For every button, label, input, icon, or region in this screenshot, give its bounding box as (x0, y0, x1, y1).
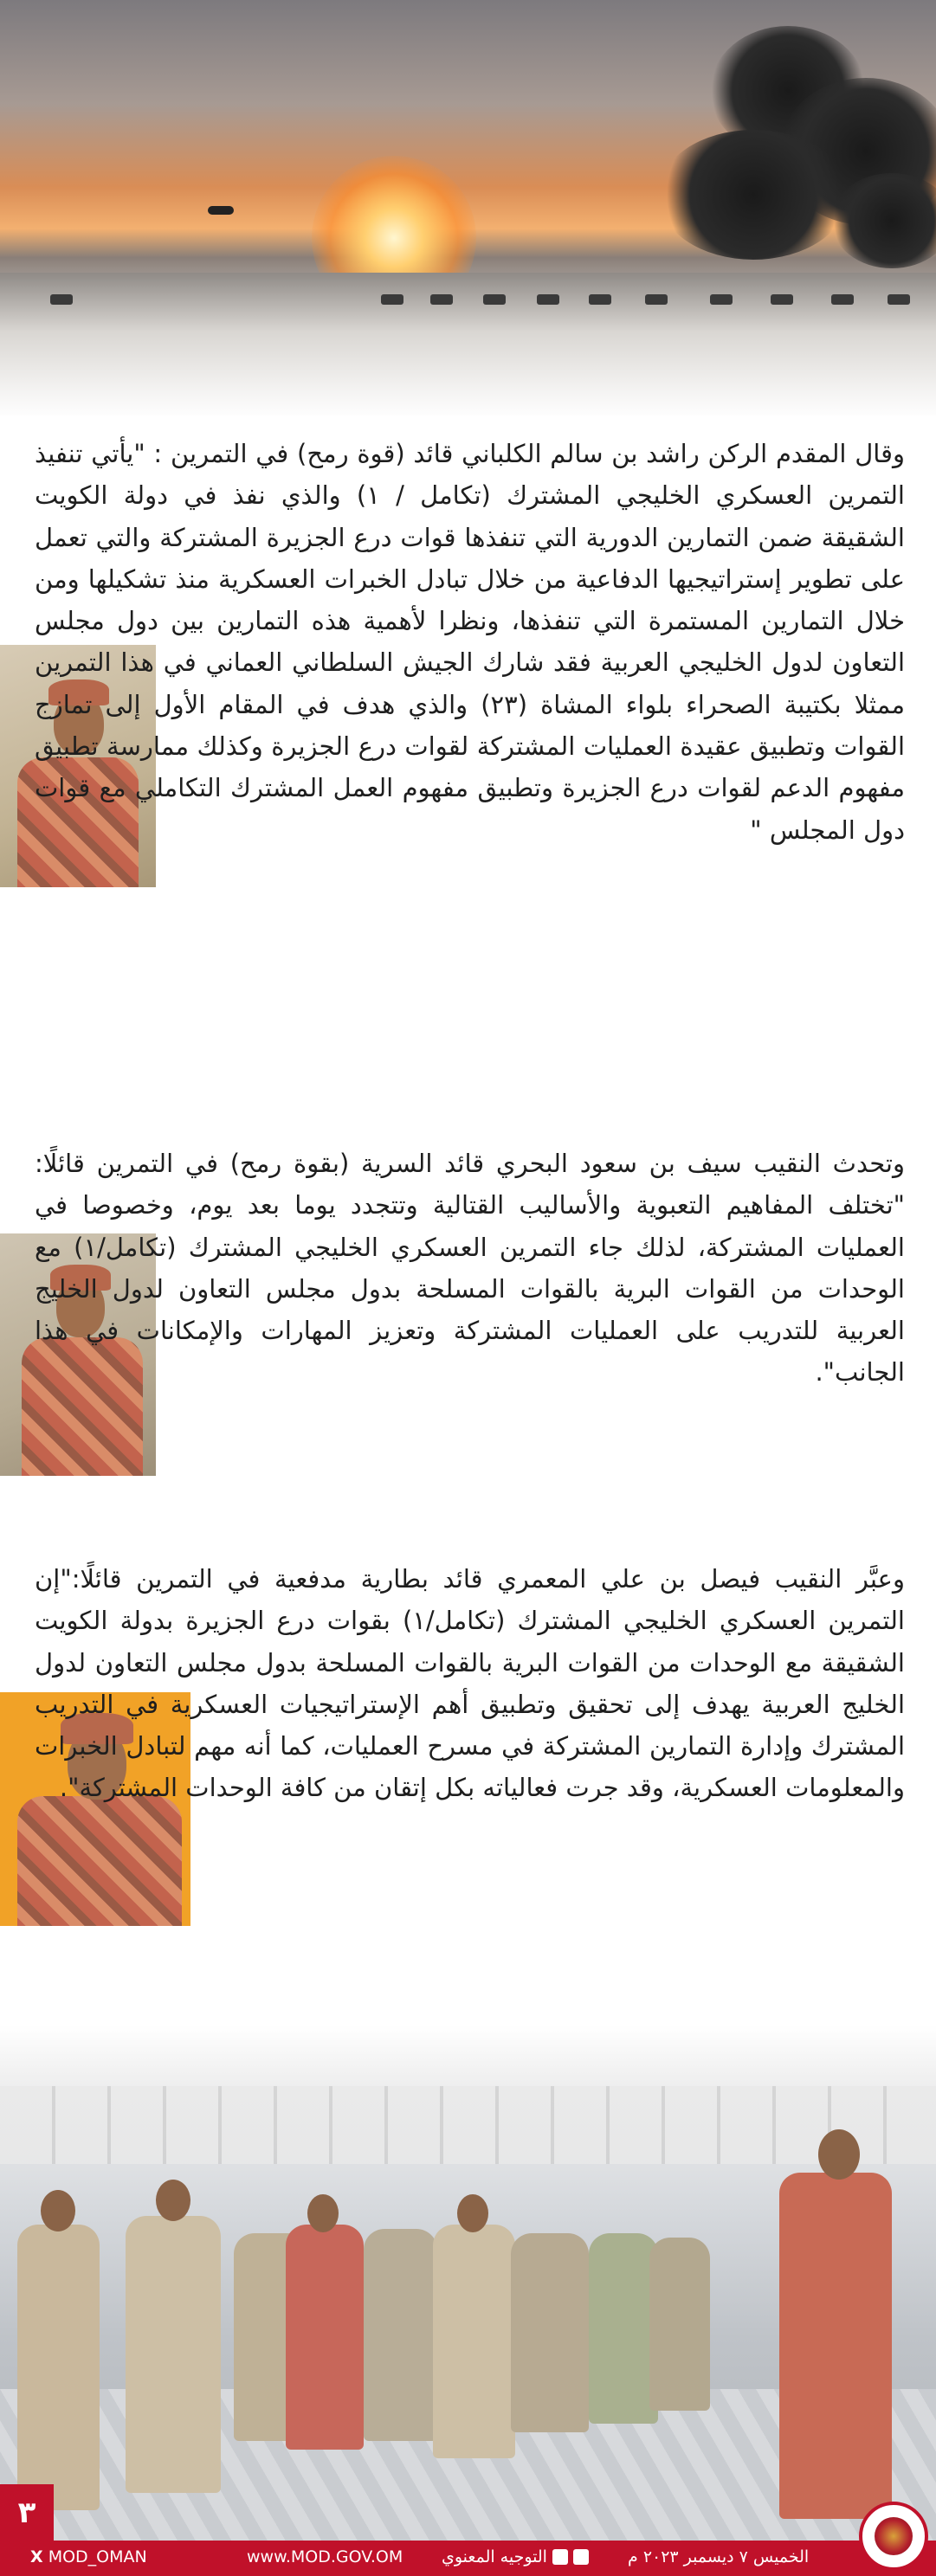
article-paragraph: وعبَّر النقيب فيصل بن علي المعمري قائد بطارية مدفعية في التمرين قائلًا:"إن التمرين العسكري الخليجي المشترك (تكامل/١) بقوات درع الجزيرة بدولة الكويت الشقيقة مع الوحدات من القوات البرية بالقوات المسلحة بدول مجلس التعاون لدول الخليج العربية يهدف إلى تحقيق وتطبيق أهم الإستراتيجيات العسكرية في التدريب المشترك وإدارة التمارين المشتركة في مسرح العمليات، كما أنه مهم لتبادل الخبرات والمعلومات العسكرية، وقد جرت فعالياته بكل إتقان من كافة الوحدات المشتركة". (35, 1564, 905, 1803)
dept-label (442, 2547, 589, 2566)
head (457, 2194, 488, 2232)
social-handle-text: MOD_OMAN (48, 2547, 147, 2566)
vehicle (888, 294, 910, 305)
ceiling (0, 2086, 936, 2164)
soldier (589, 2233, 658, 2424)
hero-photo (0, 0, 936, 415)
helicopter (208, 206, 234, 215)
vehicle (50, 294, 73, 305)
head (818, 2129, 860, 2180)
group-photo (0, 2025, 936, 2545)
soldier (511, 2233, 589, 2432)
soldier (364, 2229, 437, 2441)
article-paragraph: وتحدث النقيب سيف بن سعود البحري قائد السرية (بقوة رمح) في التمرين قائلًا: "تختلف المفاهيم التعبوية والأساليب القتالية وتتجدد يوما بعد يوم، وخصوصا في العمليات المشتركة، لذلك جاء التمرين العسكري الخليجي المشترك (تكامل/١) مع الوحدات من القوات البرية بالقوات المسلحة بدول مجلس التعاون لدول الخليج العربية للتدريب على العمليات المشتركة وتعزيز المهارات والإمكانات في هذا الجانب". (35, 1149, 905, 1388)
website-link[interactable]: www.MOD.GOV.OM (247, 2547, 403, 2566)
youtube-icon (552, 2549, 568, 2565)
page-number: ٣ (0, 2484, 54, 2541)
soldier (126, 2216, 221, 2493)
head (307, 2194, 339, 2232)
head (41, 2190, 75, 2231)
soldier (779, 2173, 892, 2519)
soldier (433, 2225, 515, 2458)
x-icon: X (30, 2547, 43, 2566)
social-handle[interactable] (30, 2547, 147, 2566)
footer (0, 2541, 936, 2576)
soldier (286, 2225, 364, 2450)
vehicle (430, 294, 453, 305)
smoke-cloud (831, 173, 936, 268)
soldier (17, 2225, 100, 2510)
article-paragraph: وقال المقدم الركن راشد بن سالم الكلباني قائد (قوة رمح) في التمرين : "يأتي تنفيذ التمرين العسكري الخليجي المشترك (تكامل / ١) والذي نفذ في دولة الكويت الشقيقة ضمن التمارين الدورية التي تنفذها قوات درع الجزيرة المشتركة والتي تعمل على تطوير إستراتيجيها الدفاعية من خلال تبادل الخبرات العسكرية منذ تشكيلها ومن خلال التمارين المستمرة التي تنفذها، ونظرا لأهمية هذه التمارين بين دول مجلس التعاون لدول الخليجي العربية فقد شارك الجيش السلطاني العماني في هذا التمرين ممثلا بكتيبة الصحراء بلواء المشاة (٢٣) والذي هدف في المقام الأول إلى تمازج القوات وتطبيق عقيدة العمليات المشتركة لقوات درع الجزيرة وكذلك ممارسة تطبيق مفهوم الدعم لقوات درع الجزيرة وتطبيق مفهوم العمل المشترك التكاملي مع قوات دول المجلس " (35, 439, 905, 845)
soldier (649, 2238, 710, 2411)
facebook-icon (573, 2549, 589, 2565)
head (156, 2180, 190, 2221)
desert-ground (0, 273, 936, 415)
vehicle (710, 294, 733, 305)
uniform (17, 1796, 182, 1926)
vehicle (381, 294, 403, 305)
issue-date: الخميس ٧ ديسمبر ٢٠٢٣ م (628, 2547, 810, 2566)
ministry-emblem-logo (859, 2502, 928, 2571)
dept-name: التوجيه المعنوي (442, 2547, 547, 2566)
vehicle (771, 294, 793, 305)
smoke-cloud (658, 130, 849, 260)
vehicle (537, 294, 559, 305)
vehicle (831, 294, 854, 305)
vehicle (589, 294, 611, 305)
vehicle (645, 294, 668, 305)
vehicle (483, 294, 506, 305)
